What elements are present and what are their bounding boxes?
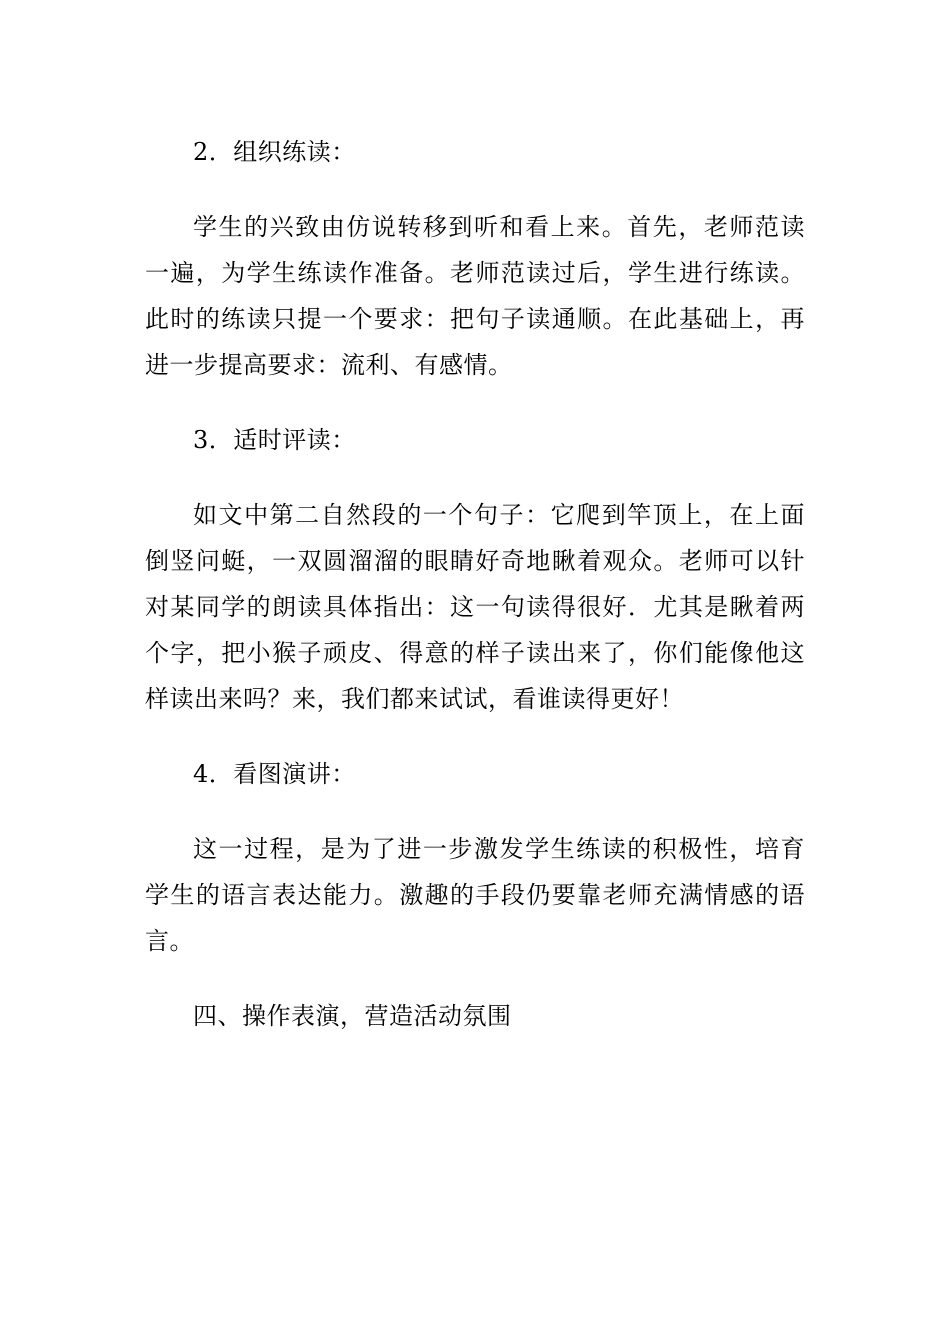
paragraph-body: 学生的兴致由仿说转移到听和看上来。首先，老师范读一遍，为学生练读作准备。老师范读过后，学生进行练读。此时的练读只提一个要求：把句子读通顺。在此基础上，再进一步提高要求：流利、有感情。 bbox=[145, 213, 805, 379]
paragraph-heading-2: 2．组织练读： bbox=[193, 138, 356, 166]
paragraph-body: 如文中第二自然段的一个句子：它爬到竿顶上，在上面倒竖问蜓，一双圆溜溜的眼睛好奇地瞅着观众。老师可以针对某同学的朗读具体指出：这一句读得很好．尤其是瞅着两个字，把小猴子顽皮、得意的样子读出来了，你们能像他这样读出来吗？来，我们都来试试，看谁读得更好！ bbox=[145, 501, 805, 713]
document-body bbox=[145, 129, 805, 1068]
section-heading: 四、操作表演，营造活动氛围 bbox=[193, 1002, 512, 1030]
paragraph-heading-4: 4．看图演讲： bbox=[193, 760, 356, 788]
paragraph-body: 这一过程，是为了进一步激发学生练读的积极性，培育学生的语言表达能力。激趣的手段仍要靠老师充满情感的语言。 bbox=[145, 835, 805, 955]
paragraph-heading-3: 3．适时评读： bbox=[193, 426, 356, 454]
